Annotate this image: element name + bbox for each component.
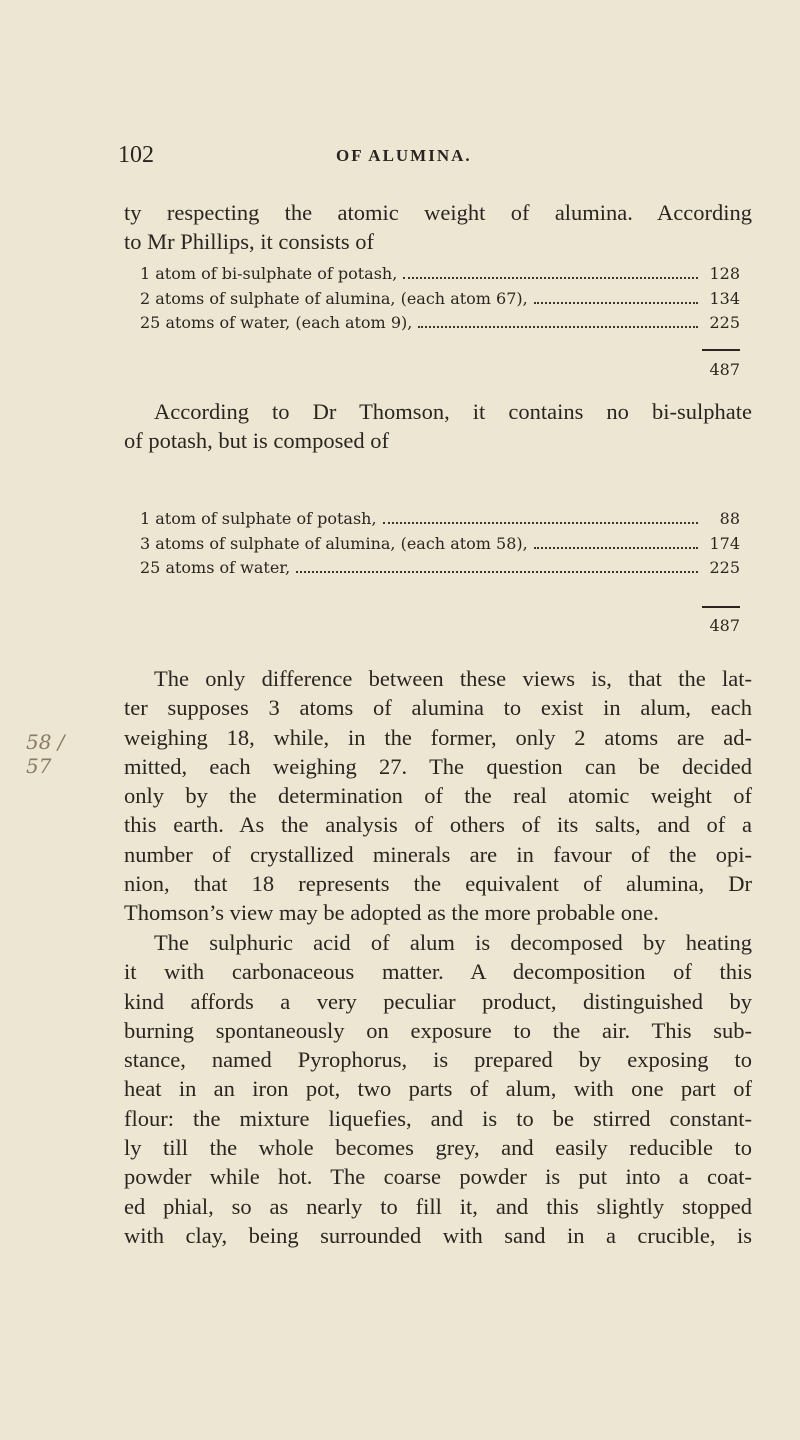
- dot-leader: [418, 326, 698, 328]
- text-line: burning spontaneously on exposure to the air. This sub-: [124, 1017, 752, 1043]
- text-line: ed phial, so as nearly to fill it, and this slightly stopped: [124, 1193, 752, 1219]
- text-line: this earth. As the analysis of others of its salts, and of a: [124, 812, 752, 838]
- table-row: [140, 264, 740, 289]
- text-line: to Mr Phillips, it consists of: [124, 229, 375, 255]
- text-line: of potash, but is composed of: [124, 428, 389, 454]
- text-line: kind affords a very peculiar product, distinguished by: [124, 988, 752, 1014]
- paragraph-1: [124, 198, 752, 257]
- text-line: mitted, each weighing 27. The question can be decided: [124, 753, 752, 779]
- composition-table-thomson: [140, 509, 740, 635]
- text-line: nion, that 18 represents the equivalent of alumina, Dr: [124, 871, 752, 897]
- text-line: powder while hot. The coarse powder is put into a coat-: [124, 1164, 752, 1190]
- sum-rule: [702, 606, 740, 608]
- dot-leader: [534, 547, 698, 549]
- text-line: weighing 18, while, in the former, only 2 atoms are ad-: [124, 724, 752, 750]
- row-description: 1 atom of bi-sulphate of potash,: [140, 264, 398, 283]
- page-header: [118, 142, 738, 172]
- text-line: heat in an iron pot, two parts of alum, with one part of: [124, 1076, 752, 1102]
- dot-leader: [383, 522, 698, 524]
- row-value: 128: [709, 264, 740, 283]
- table-total: 487: [709, 360, 740, 379]
- table-row: [140, 289, 740, 314]
- row-description: 2 atoms of sulphate of alumina, (each atom 67),: [140, 288, 528, 308]
- text-line: ty respecting the atomic weight of alumina. According: [124, 200, 752, 225]
- paragraph-2: [124, 397, 752, 456]
- row-value: 225: [709, 558, 740, 577]
- text-line: only by the determination of the real atomic weight of: [124, 783, 752, 809]
- text-line: The only difference between these views is, that the lat-: [154, 666, 752, 691]
- row-value: 134: [709, 288, 740, 308]
- text-line: Thomson’s view may be adopted as the more probable one.: [124, 900, 659, 926]
- text-line: ter supposes 3 atoms of alumina to exist in alum, each: [124, 695, 752, 721]
- dot-leader: [403, 277, 698, 279]
- text-line: stance, named Pyrophorus, is prepared by exposing to: [124, 1047, 752, 1073]
- table-row: [140, 558, 740, 583]
- text-line: number of crystallized minerals are in favour of the opi-: [124, 841, 752, 867]
- paragraph-3: [124, 664, 752, 928]
- dot-leader: [534, 302, 698, 304]
- dot-leader: [296, 571, 698, 573]
- row-description: 25 atoms of water,: [140, 558, 291, 577]
- sum-rule: [702, 349, 740, 351]
- page-number: 102: [118, 142, 154, 168]
- text-line: with clay, being surrounded with sand in a crucible, is: [124, 1222, 752, 1248]
- table-row: [140, 509, 740, 534]
- table-row: [140, 534, 740, 559]
- paragraph-4: [124, 928, 752, 1250]
- running-head: OF ALUMINA.: [336, 146, 472, 165]
- text-line: According to Dr Thomson, it contains no bi-sulphate: [154, 399, 752, 424]
- row-description: 3 atoms of sulphate of alumina, (each atom 58),: [140, 533, 528, 553]
- row-description: 25 atoms of water, (each atom 9),: [140, 313, 413, 332]
- composition-table-phillips: [140, 264, 740, 379]
- text-line: flour: the mixture liquefies, and is to be stirred constant-: [124, 1105, 752, 1131]
- handwritten-margin-note: 58 / 57: [26, 730, 65, 778]
- row-description: 1 atom of sulphate of potash,: [140, 509, 377, 528]
- table-total: 487: [709, 616, 740, 635]
- text-line: The sulphuric acid of alum is decomposed by heating: [154, 930, 752, 955]
- row-value: 88: [719, 509, 740, 528]
- row-value: 174: [709, 533, 740, 553]
- row-value: 225: [709, 313, 740, 332]
- text-line: ly till the whole becomes grey, and easily reducible to: [124, 1135, 752, 1161]
- table-row: [140, 313, 740, 338]
- text-line: it with carbonaceous matter. A decomposition of this: [124, 959, 752, 985]
